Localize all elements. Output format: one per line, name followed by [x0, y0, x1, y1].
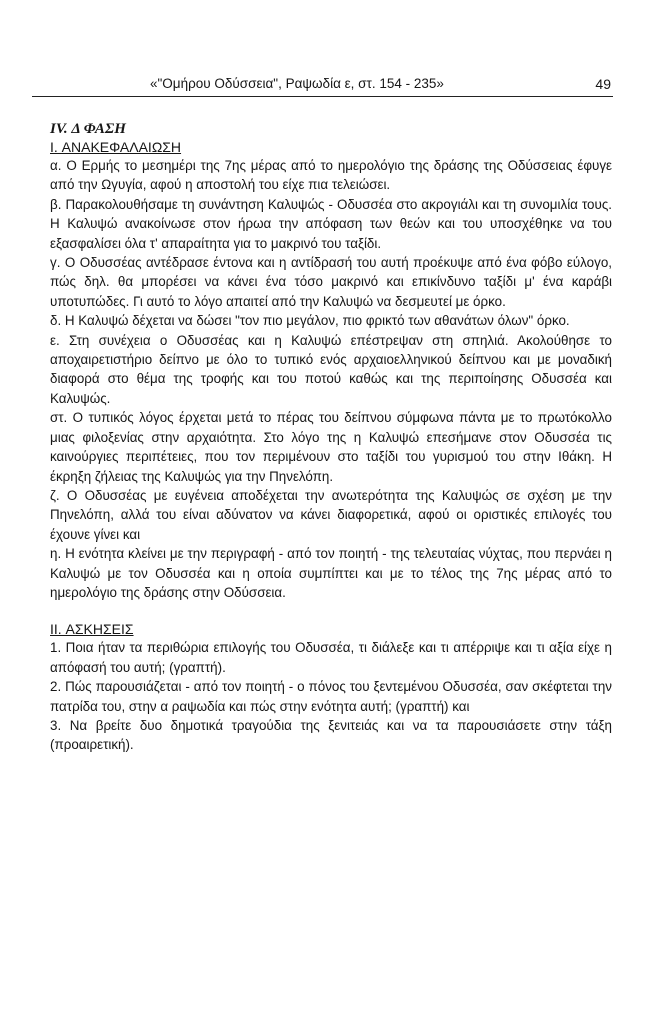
summary-item-st: στ. Ο τυπικός λόγος έρχεται μετά το πέρας του δείπνου σύμφωνα πάντα με το πρωτόκολλο μιας φιλοξενίας στην αρχαιότητα. Στο λόγο της η Καλυψώ επεσήμανε στον Οδυσσέα τις καινούργιες περιπέτειες, που τον περιμένουν στο ταξίδι του γυρισμού του στην Ιθάκη. Η έκρηξη ζήλειας της Καλυψώς για την Πηνελόπη.: [50, 410, 612, 484]
page-header: [32, 74, 613, 97]
summary-item-c: γ. Ο Οδυσσέας αντέδρασε έντονα και η αντίδρασή του αυτή προέκυψε από ένα φόβο εύλογο, πώς δηλ. θα μπορέσει να κάνει ένα τόσο μακρινό και επικίνδυνο ταξίδι μ' ένα καράβι υποτυπώδες. Γι αυτό το λόγο απαιτεί από την Καλυψώ να δεσμευτεί με όρκο.: [50, 255, 612, 309]
page-number: 49: [595, 76, 611, 92]
summary-item-a: α. Ο Ερμής το μεσημέρι της 7ης μέρας από το ημερολόγιο της δράσης της Οδύσσειας έφυγε από την Ωγυγία, αφού η αποστολή του είχε πια τελειώσει.: [50, 158, 612, 193]
exercises-heading: II. ΑΣΚΗΣΕΙΣ: [50, 621, 134, 638]
summary-item-e: ε. Στη συνέχεια ο Οδυσσέας και η Καλυψώ επέστρεψαν στη σπηλιά. Ακολούθησε το αποχαιρετιστήριο δείπνο με όλο το τυπικό ενός αρχαιοελληνικού δείπνου και με μοναδική διαφορά στο θέμα της τροφής και του ποτού καθώς και της περιποίησης Οδυσσέα και Καλυψώς.: [50, 332, 612, 406]
summary-heading: I. ΑΝΑΚΕΦΑΛΑΙΩΣΗ: [50, 139, 182, 155]
exercise-2: 2. Πώς παρουσιάζεται - από τον ποιητή - ο πόνος του ξεντεμένου Οδυσσέα, σαν σκέφτεται την πατρίδα του, στην α ραψωδία και πώς στην ενότητα αυτή; (γραπτή) και: [50, 679, 612, 714]
exercise-1: 1. Ποια ήταν τα περιθώρια επιλογής του Οδυσσέα, τι διάλεξε και τι απέρριψε και τι αξία είχε η απόφασή του αυτή; (γραπτή).: [50, 640, 612, 675]
summary-item-h: η. Η ενότητα κλείνει με την περιγραφή - από τον ποιητή - της τελευταίας νύχτας, που περνάει η Καλυψώ με τον Οδυσσέα και η οποία συμπίπτει και με το τέλος της 7ης μέρας από το ημερολόγιο της δράσης στην Οδύσσεια.: [50, 546, 612, 600]
running-title: «"Ομήρου Οδύσσεια", Ραψωδία ε, στ. 154 - 235»: [150, 76, 444, 91]
section-gap: [50, 602, 612, 620]
summary-item-b: β. Παρακολουθήσαμε τη συνάντηση Καλυψώς - Οδυσσέα στο ακρογιάλι και τη συνομιλία τους. Η Καλυψώ ανακοίνωσε στον ήρωα την απόφαση των θεών και του υποσχέθηκε να του εξασφαλίσει όλα τ' απαραίτητα για το μακρινό του ταξίδι.: [50, 196, 612, 251]
summary-item-z: ζ. Ο Οδυσσέας με ευγένεια αποδέχεται την ανωτερότητα της Καλυψώς σε σχέση με την Πηνελόπη, αλλά του είναι αδύνατον να κάνει διαφορετικά, αφού οι οριστικές επιλογές του έχουνε γίνει και: [50, 487, 612, 542]
page-content: [50, 121, 612, 755]
summary-item-d: δ. Η Καλυψώ δέχεται να δώσει "τον πιο μεγάλον, πιο φρικτό των αθανάτων όλων" όρκο.: [50, 313, 570, 329]
exercise-3: 3. Να βρείτε δυο δημοτικά τραγούδια της ξενιτειάς και να τα παρουσιάσετε στην τάξη (προαιρετική).: [50, 717, 612, 753]
section-title: IV. Δ ΦΑΣΗ: [50, 121, 126, 137]
